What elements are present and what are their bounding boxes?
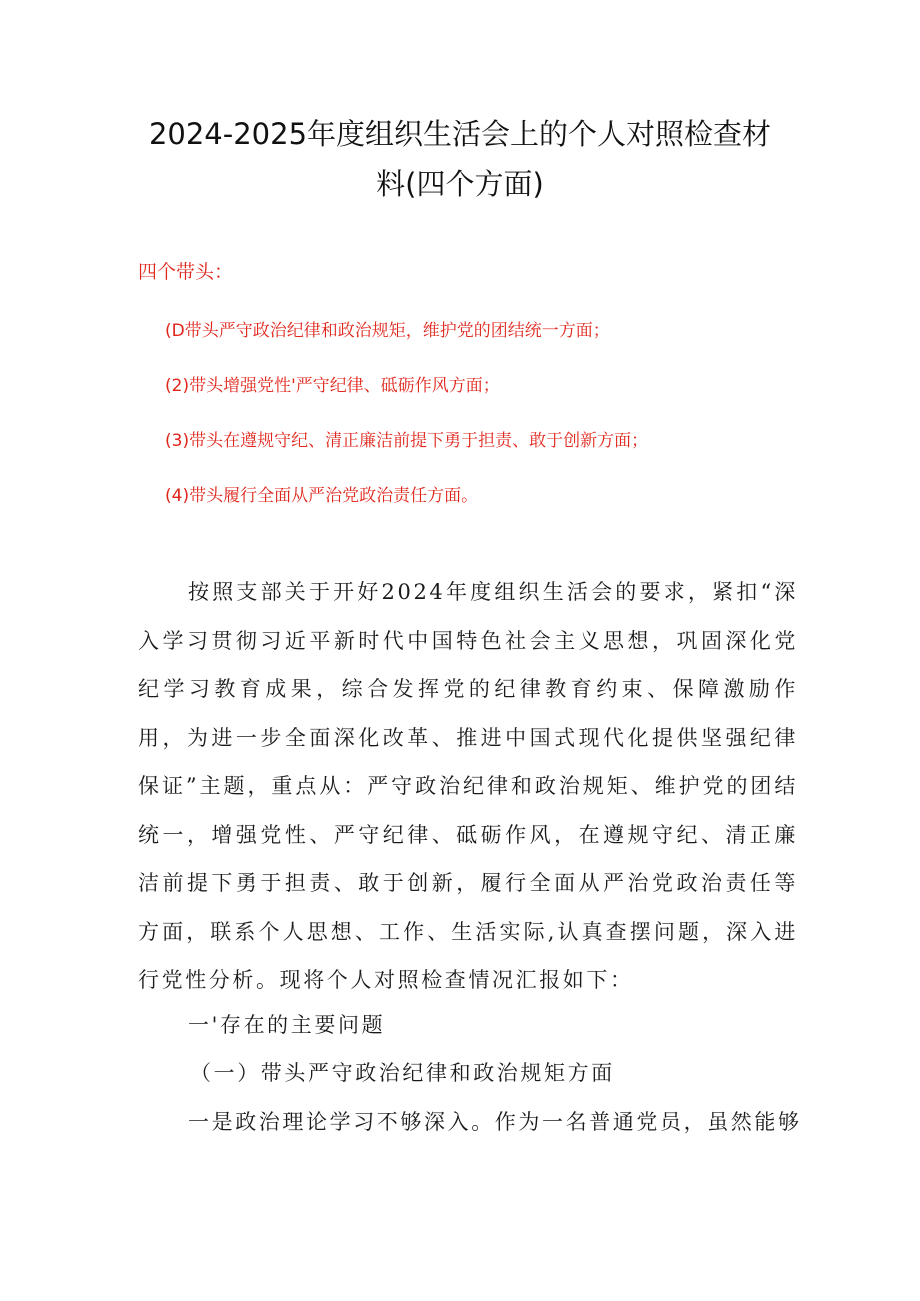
lead-item-4: (4)带头履行全面从严治党政治责任方面。: [165, 486, 479, 506]
document-title-line-2: 料(四个方面): [376, 167, 544, 201]
four-leads-heading: 四个带头：: [138, 261, 234, 283]
document-title-line-1: 2024-2025年度组织生活会上的个人对照检查材: [148, 117, 772, 151]
lead-item-2: (2)带头增强党性'严守纪律、砥砺作风方面；: [165, 376, 500, 396]
lead-item-1: (D带头严守政治纪律和政治规矩，维护党的团结统一方面；: [165, 321, 610, 341]
lead-item-3: (3)带头在遵规守纪、清正廉洁前提下勇于担责、敢于创新方面；: [165, 431, 649, 451]
sub-heading-political-discipline: （一）带头严守政治纪律和政治规矩方面: [190, 1061, 615, 1085]
first-problem-paragraph: 一是政治理论学习不够深入。作为一名普通党员，虽然能够: [188, 1110, 802, 1134]
intro-paragraph: 按照支部关于开好2024年度组织生活会的要求，紧扣“深入学习贯彻习近平新时代中国特色社会主义思想，巩固深化党纪学习教育成果，综合发挥党的纪律教育约束、保障激励作用，为进一步全面深化改革、推进中国式现代化提供坚强纪律保证”主题，重点从：严守政治纪律和政治规矩、维护党的团结统一，增强党性、严守纪律、砥砺作风，在遵规守纪、清正廉洁前提下勇于担责、敢于创新，履行全面从严治党政治责任等方面，联系个人思想、工作、生活实际,认真查摆问题，深入进行党性分析。现将个人对照检查情况汇报如下：: [138, 580, 798, 992]
section-heading-main-problems: 一'存在的主要问题: [188, 1013, 386, 1037]
